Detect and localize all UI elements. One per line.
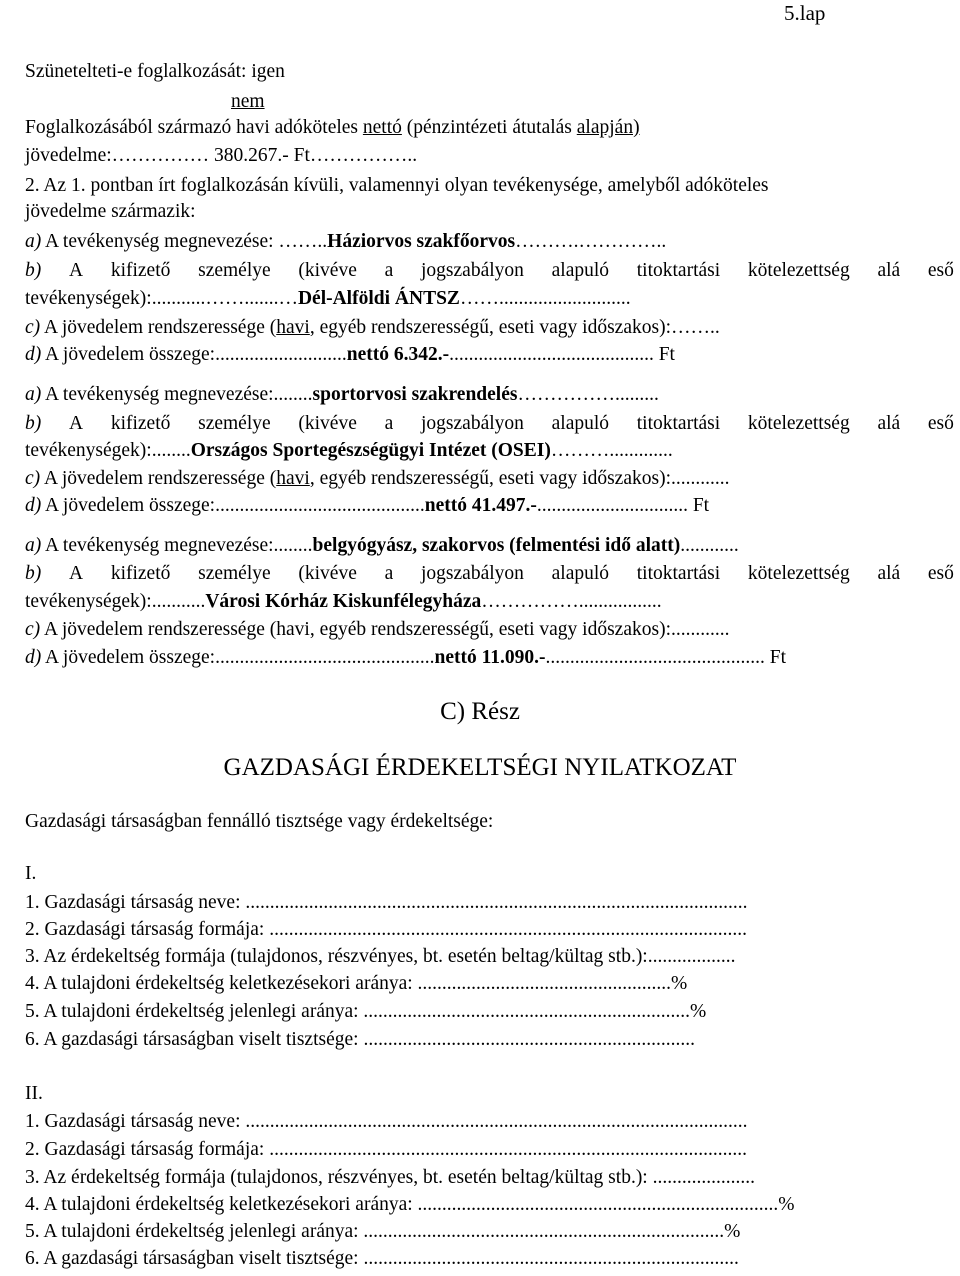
- section-2-item-2: 2. Gazdasági társaság formája: ..................................................................................................: [25, 1139, 747, 1160]
- part-c-heading: C) Rész: [440, 698, 520, 725]
- dots: ……….............: [550, 440, 673, 461]
- word: kötelezettség: [747, 260, 850, 281]
- label-d-text: A jövedelem összege:: [41, 344, 216, 365]
- section-2-item-6: 6. A gazdasági társaságban viselt tisztsége: .............................................................................: [25, 1248, 739, 1269]
- section-1-item-4: 4. A tulajdoni érdekeltség keletkezésekori aránya: ....................................................%: [25, 973, 688, 994]
- word: alá: [877, 563, 901, 584]
- activity-3-name: belgyógyász, szakorvos (felmentési idő alatt): [312, 535, 681, 556]
- label-c-pre: A jövedelem rendszeressége (: [40, 619, 277, 640]
- section-2-item-3: 3. Az érdekeltség formája (tulajdonos, részvényes, bt. esetén beltag/kültag stb.): .....................: [25, 1167, 755, 1188]
- dots: ...........................................: [215, 495, 425, 516]
- label-c-havi: havi: [276, 317, 310, 338]
- activity-3-d: [25, 648, 786, 668]
- activity-1-payer: Dél-Alföldi ÁNTSZ: [297, 288, 460, 309]
- page-number: 5.lap: [784, 1, 826, 25]
- label-b: b): [25, 413, 42, 434]
- section-1-item-3: 3. Az érdekeltség formája (tulajdonos, részvényes, bt. esetén beltag/kültag stb.):..................: [25, 946, 736, 967]
- income-line-1: [25, 118, 640, 138]
- label-d: d): [25, 647, 42, 668]
- label-c: c): [25, 468, 41, 489]
- label-d: d): [25, 495, 42, 516]
- activity-3-payer: Városi Kórház Kiskunfélegyháza: [205, 591, 482, 612]
- word: kifizető: [110, 260, 171, 281]
- word: személye: [198, 260, 271, 281]
- activity-3-a: [25, 536, 739, 556]
- label-a-text: A tevékenység megnevezése:: [41, 384, 274, 405]
- word: (kivéve: [298, 563, 357, 584]
- activity-1-d: [25, 345, 675, 365]
- dots: ........: [273, 384, 313, 405]
- label-c-pre: A jövedelem rendszeressége (: [40, 468, 277, 489]
- dots: ............................................. Ft: [545, 647, 787, 668]
- label-a: a): [25, 231, 42, 252]
- activity-3-c: [25, 620, 729, 640]
- activity-1-a: [25, 232, 666, 252]
- dots: ............................... Ft: [536, 495, 710, 516]
- activity-1-c: [25, 318, 720, 338]
- dots: ............: [670, 619, 730, 640]
- other-activities-line-2: jövedelme származik:: [25, 201, 196, 222]
- label-c: c): [25, 619, 41, 640]
- section-1-item-2: 2. Gazdasági társaság formája: ..................................................................................................: [25, 919, 747, 940]
- activity-1-amount: nettó 6.342.-: [346, 344, 450, 365]
- label-d-text: A jövedelem összege:: [41, 647, 216, 668]
- label-b-cont: tevékenységek):: [25, 591, 152, 612]
- other-activities-line-1: 2. Az 1. pontban írt foglalkozásán kívüli, valamennyi olyan tevékenysége, amelyből adóköteles: [25, 175, 769, 196]
- dots: ...........................: [215, 344, 347, 365]
- word: (kivéve: [298, 413, 357, 434]
- label-a-text: A tevékenység megnevezése:: [41, 535, 274, 556]
- section-1-item-5: 5. A tulajdoni érdekeltség jelenlegi aránya: ...................................................................%: [25, 1001, 707, 1022]
- dots: …………….................: [481, 591, 662, 612]
- section-2-roman: II.: [25, 1083, 43, 1104]
- word: titoktartási: [636, 563, 721, 584]
- label-c-post: , egyéb rendszerességű, eseti vagy időszakos):: [309, 619, 671, 640]
- activity-2-d: [25, 496, 709, 516]
- label-c-post: , egyéb rendszerességű, eseti vagy időszakos):: [309, 317, 671, 338]
- word: a: [384, 563, 394, 584]
- section-1-roman: I.: [25, 863, 37, 884]
- income-text-mid: (pénzintézeti átutalás: [401, 117, 577, 138]
- dots: ……...........................: [459, 288, 631, 309]
- dots: ……..: [273, 231, 328, 252]
- word: kifizető: [110, 563, 171, 584]
- label-d: d): [25, 344, 42, 365]
- word: jogszabályon: [421, 413, 524, 434]
- word: a: [384, 413, 394, 434]
- activity-1-name: Háziorvos szakfőorvos: [327, 231, 516, 252]
- word: A: [68, 260, 84, 281]
- word: személye: [198, 563, 271, 584]
- word: jogszabályon: [421, 260, 524, 281]
- label-c-havi: havi: [276, 468, 310, 489]
- word: alapuló: [551, 413, 610, 434]
- activity-2-b-line2: [25, 441, 673, 461]
- section-1-item-6: 6. A gazdasági társaságban viselt tisztsége: ....................................................................: [25, 1029, 695, 1050]
- activity-2-amount: nettó 41.497.-: [424, 495, 537, 516]
- label-a: a): [25, 384, 42, 405]
- label-c-post: , egyéb rendszerességű, eseti vagy időszakos):: [309, 468, 671, 489]
- dots: ............: [670, 468, 730, 489]
- section-2-item-1: 1. Gazdasági társaság neve: .......................................................................................................: [25, 1111, 748, 1132]
- activity-2-c: [25, 469, 729, 489]
- suspended-question: Szünetelteti-e foglalkozását: igen: [25, 61, 285, 82]
- word: titoktartási: [636, 260, 721, 281]
- label-c-pre: A jövedelem rendszeressége (: [40, 317, 277, 338]
- activity-2-a: [25, 385, 659, 405]
- label-b-cont: tevékenységek):: [25, 288, 152, 309]
- label-b: b): [25, 260, 42, 281]
- activity-2-payer: Országos Sportegészségügyi Intézet (OSEI): [190, 440, 551, 461]
- section-2-item-4: 4. A tulajdoni érdekeltség keletkezésekori aránya: ..........................................................................%: [25, 1194, 795, 1215]
- label-b-cont: tevékenységek):: [25, 440, 152, 461]
- income-text: Foglalkozásából származó havi adóköteles: [25, 117, 363, 138]
- word: alá: [877, 413, 901, 434]
- dots: .............................................: [215, 647, 435, 668]
- dots: ...........: [151, 591, 206, 612]
- word: titoktartási: [636, 413, 721, 434]
- dots: …………….........: [517, 384, 659, 405]
- word: jogszabályon: [421, 563, 524, 584]
- label-c: c): [25, 317, 41, 338]
- label-a: a): [25, 535, 42, 556]
- dots: .......................................... Ft: [449, 344, 675, 365]
- word: eső: [927, 563, 954, 584]
- activity-3-b-line2: [25, 592, 662, 612]
- activity-2-b-line1: [25, 414, 954, 434]
- suspended-answer-no: nem: [231, 91, 265, 112]
- word: (kivéve: [298, 260, 357, 281]
- word: személye: [198, 413, 271, 434]
- word: A: [68, 563, 84, 584]
- word: eső: [927, 413, 954, 434]
- label-b: b): [25, 563, 42, 584]
- activity-1-b-line2: [25, 289, 631, 309]
- word: alá: [877, 260, 901, 281]
- label-d-text: A jövedelem összege:: [41, 495, 216, 516]
- label-c-havi: havi: [276, 619, 310, 640]
- dots: ............: [680, 535, 739, 556]
- word: eső: [927, 260, 954, 281]
- word: kifizető: [110, 413, 171, 434]
- income-line-2: jövedelme:…………… 380.267.- Ft……………..: [25, 145, 418, 166]
- word: alapuló: [551, 563, 610, 584]
- dots: ……..: [670, 317, 720, 338]
- section-2-item-5: 5. A tulajdoni érdekeltség jelenlegi aránya: ..........................................................................%: [25, 1221, 741, 1242]
- label-a-text: A tevékenység megnevezése:: [41, 231, 274, 252]
- word: kötelezettség: [747, 563, 850, 584]
- word: A: [68, 413, 84, 434]
- activity-1-b-line1: [25, 261, 954, 281]
- part-c-intro: Gazdasági társaságban fennálló tisztsége vagy érdekeltsége:: [25, 811, 494, 832]
- word: a: [384, 260, 394, 281]
- activity-2-name: sportorvosi szakrendelés: [312, 384, 518, 405]
- part-c-title: GAZDASÁGI ÉRDEKELTSÉGI NYILATKOZAT: [223, 754, 737, 781]
- word: alapuló: [551, 260, 610, 281]
- word: kötelezettség: [747, 413, 850, 434]
- dots: ...........…….......…: [151, 288, 298, 309]
- section-1-item-1: 1. Gazdasági társaság neve: .......................................................................................................: [25, 892, 748, 913]
- activity-3-amount: nettó 11.090.-: [434, 647, 546, 668]
- activity-3-b-line1: [25, 564, 954, 584]
- income-netto: nettó: [362, 117, 402, 138]
- dots: ........: [273, 535, 313, 556]
- dots: ........: [151, 440, 191, 461]
- dots: ……….…………..: [515, 231, 667, 252]
- income-alapjan: alapján): [576, 117, 640, 138]
